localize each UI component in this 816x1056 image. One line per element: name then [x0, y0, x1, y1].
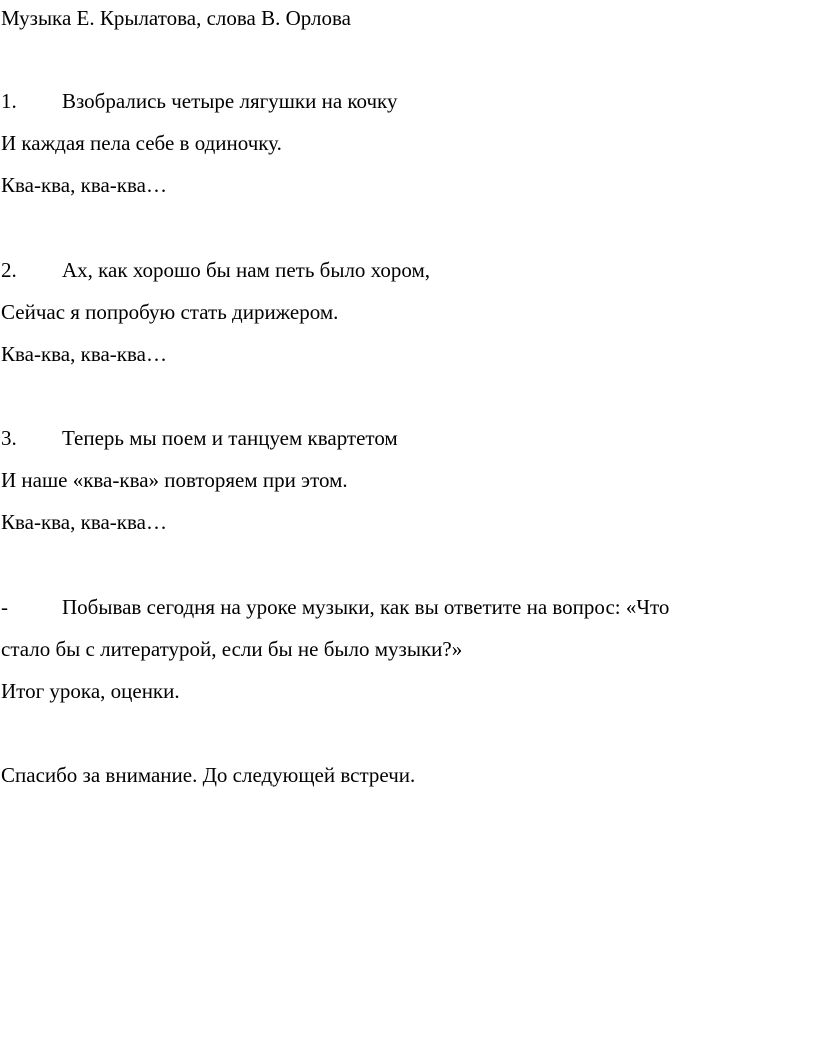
- verse-1-number: 1.: [1, 89, 17, 113]
- lesson-summary: Итог урока, оценки.: [1, 679, 180, 703]
- verse-2-second-line: Сейчас я попробую стать дирижером.: [1, 300, 339, 324]
- verse-3-second-line: И наше «ква-ква» повторяем при этом.: [1, 468, 348, 492]
- verse-2-refrain: Ква-ква, ква-ква…: [1, 342, 167, 366]
- verse-1-refrain: Ква-ква, ква-ква…: [1, 173, 167, 197]
- verse-1-first-line-text: Взобрались четыре лягушки на кочку: [62, 89, 398, 113]
- verse-2-first-line-text: Ах, как хорошо бы нам петь было хором,: [62, 258, 431, 282]
- verse-3-first-line: [1, 424, 398, 452]
- verse-3-first-line-text: Теперь мы поем и танцуем квартетом: [62, 426, 398, 450]
- question-marker: -: [1, 595, 8, 619]
- verse-1-second-line: И каждая пела себе в одиночку.: [1, 131, 282, 155]
- song-credits: Музыка Е. Крылатова, слова В. Орлова: [1, 6, 351, 30]
- closing-line: Спасибо за внимание. До следующей встречи.: [1, 763, 416, 787]
- question-first-line: [1, 593, 669, 621]
- question-first-line-text: Побывав сегодня на уроке музыки, как вы ответите на вопрос: «Что: [62, 595, 670, 619]
- question-second-line: стало бы с литературой, если бы не было музыки?»: [1, 637, 463, 661]
- verse-2-first-line: [1, 256, 430, 284]
- verse-3-refrain: Ква-ква, ква-ква…: [1, 510, 167, 534]
- verse-1-first-line: [1, 87, 397, 115]
- verse-2-number: 2.: [1, 258, 17, 282]
- verse-3-number: 3.: [1, 426, 17, 450]
